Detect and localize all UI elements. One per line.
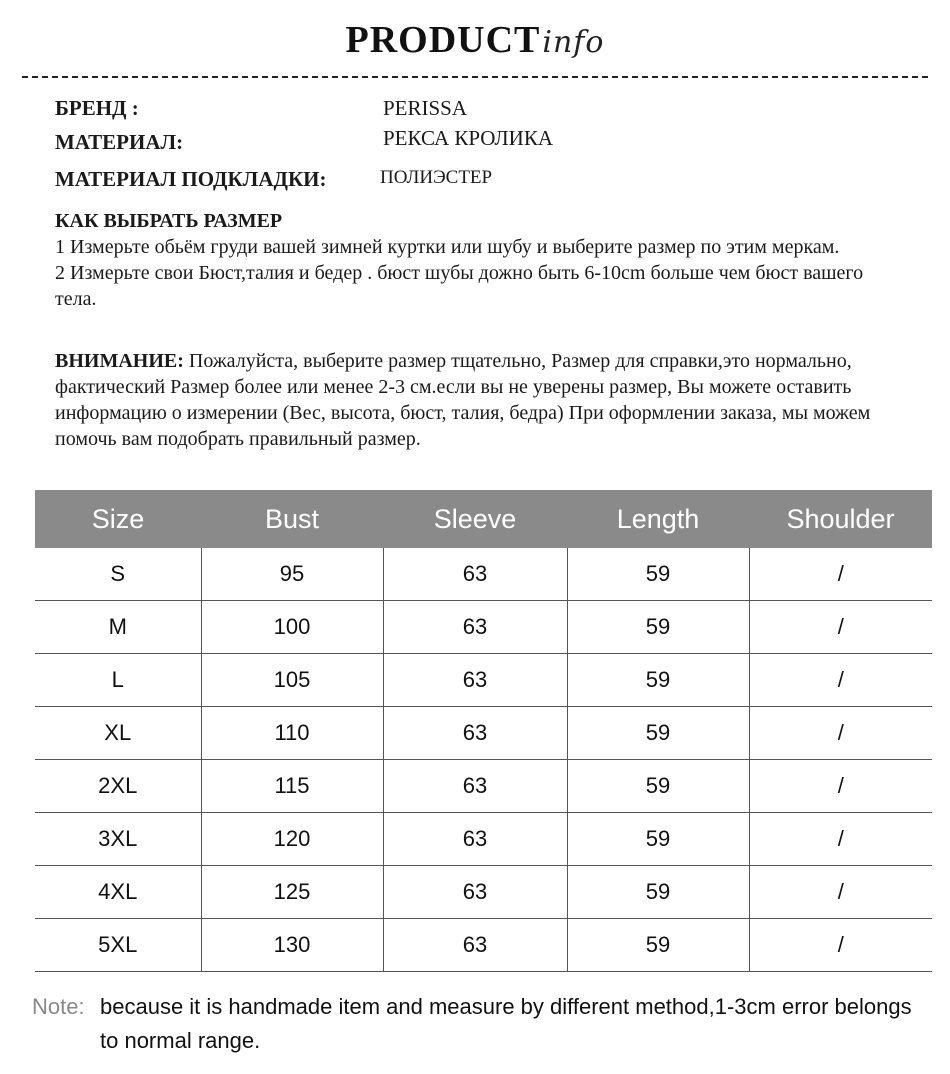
cell-size: 4XL <box>35 866 201 919</box>
table-row <box>35 760 932 813</box>
attention-text: Пожалуйста, выберите размер тщательно, Размер для справки,это нормально, фактический Размер более или менее 2-3 см.если вы не уверены размер, Вы можете оставить информацию о измерении (Вес, высота, бюст, талия, бедра) При оформлении заказа, мы можем помочь вам подобрать правильный размер. <box>55 350 871 450</box>
cell-bust: 105 <box>201 654 383 707</box>
cell-sleeve: 63 <box>383 866 567 919</box>
size-chart-table <box>35 490 932 972</box>
cell-sleeve: 63 <box>383 760 567 813</box>
cell-bust: 125 <box>201 866 383 919</box>
table-row <box>35 601 932 654</box>
spec-value-lining: ПОЛИЭСТЕР <box>380 167 493 188</box>
cell-size: 3XL <box>35 813 201 866</box>
table-row <box>35 548 932 601</box>
spec-value-material: РЕКСА КРОЛИКА <box>383 126 554 150</box>
spec-label-material: МАТЕРИАЛ: <box>55 130 184 154</box>
attention-block <box>55 348 885 452</box>
note-block <box>32 990 932 1058</box>
header-bust: Bust <box>201 490 383 548</box>
table-header-row <box>35 490 932 548</box>
title-main: PRODUCT <box>345 19 541 61</box>
cell-shoulder: / <box>749 654 932 707</box>
cell-shoulder: / <box>749 919 932 972</box>
table-row <box>35 813 932 866</box>
cell-size: S <box>35 548 201 601</box>
product-info-title <box>0 18 950 62</box>
header-shoulder: Shoulder <box>749 490 932 548</box>
title-script: info <box>542 25 605 60</box>
size-guide-title: КАК ВЫБРАТЬ РАЗМЕР <box>55 210 283 232</box>
header-size: Size <box>35 490 201 548</box>
cell-shoulder: / <box>749 866 932 919</box>
size-guide <box>55 208 915 312</box>
table-row <box>35 919 932 972</box>
cell-length: 59 <box>567 707 749 760</box>
attention-label: ВНИМАНИЕ: <box>55 350 184 372</box>
size-guide-step-1: 1 Измерьте обьём груди вашей зимней куртки или шубу и выберите размер по этим меркам. <box>55 236 840 258</box>
spec-label-lining: МАТЕРИАЛ ПОДКЛАДКИ: <box>55 167 327 191</box>
cell-size: M <box>35 601 201 654</box>
cell-sleeve: 63 <box>383 707 567 760</box>
note-label: Note: <box>32 994 85 1019</box>
spec-row-lining <box>55 167 493 192</box>
cell-length: 59 <box>567 919 749 972</box>
header-length: Length <box>567 490 749 548</box>
cell-sleeve: 63 <box>383 919 567 972</box>
cell-bust: 100 <box>201 601 383 654</box>
cell-sleeve: 63 <box>383 654 567 707</box>
spec-row-brand <box>55 96 468 121</box>
cell-length: 59 <box>567 654 749 707</box>
cell-shoulder: / <box>749 707 932 760</box>
cell-size: XL <box>35 707 201 760</box>
table-row <box>35 707 932 760</box>
cell-size: 2XL <box>35 760 201 813</box>
dashed-divider <box>22 76 928 78</box>
table-row <box>35 866 932 919</box>
cell-length: 59 <box>567 601 749 654</box>
cell-length: 59 <box>567 548 749 601</box>
cell-sleeve: 63 <box>383 601 567 654</box>
note-text: because it is handmade item and measure by different method,1-3cm error belongs to normal range. <box>100 994 912 1053</box>
spec-label-brand: БРЕНД : <box>55 96 139 120</box>
cell-length: 59 <box>567 760 749 813</box>
cell-size: L <box>35 654 201 707</box>
cell-bust: 120 <box>201 813 383 866</box>
cell-bust: 110 <box>201 707 383 760</box>
cell-bust: 130 <box>201 919 383 972</box>
cell-sleeve: 63 <box>383 548 567 601</box>
cell-shoulder: / <box>749 813 932 866</box>
cell-size: 5XL <box>35 919 201 972</box>
header-sleeve: Sleeve <box>383 490 567 548</box>
cell-length: 59 <box>567 866 749 919</box>
cell-shoulder: / <box>749 548 932 601</box>
cell-bust: 95 <box>201 548 383 601</box>
cell-sleeve: 63 <box>383 813 567 866</box>
cell-shoulder: / <box>749 760 932 813</box>
spec-value-brand: PERISSA <box>383 96 468 120</box>
cell-shoulder: / <box>749 601 932 654</box>
cell-length: 59 <box>567 813 749 866</box>
table-row <box>35 654 932 707</box>
cell-bust: 115 <box>201 760 383 813</box>
spec-row-material <box>55 126 554 155</box>
size-guide-step-2: 2 Измерьте свои Бюст,талия и бедер . бюст шубы дожно быть 6-10cm больше чем бюст вашего тела. <box>55 262 864 310</box>
